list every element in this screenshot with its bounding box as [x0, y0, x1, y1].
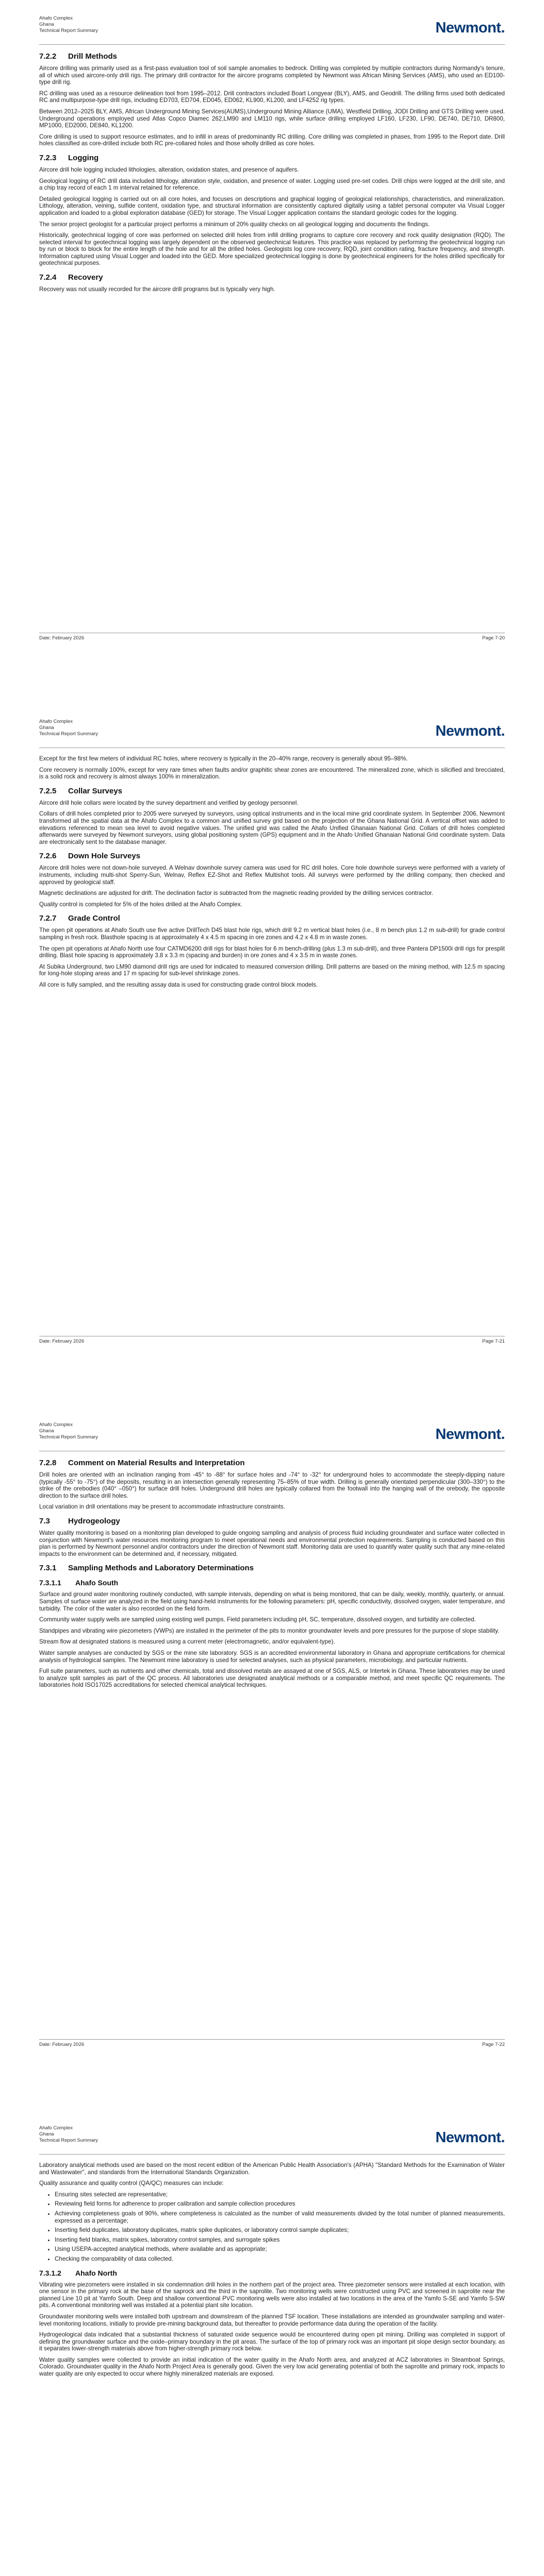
logo-text: Newmont.	[435, 20, 505, 36]
header-line1: Ahafo Complex	[39, 15, 73, 21]
logo-text: Newmont.	[435, 723, 505, 739]
bullet-list	[39, 2191, 505, 2263]
section-number: 7.2.6	[39, 852, 57, 861]
paragraph: Detailed geological logging is carried out on all core holes, and focuses on descriptions and graphical logging of geological relationships, characteristics, and mineralization. Lithology, alteration, veining, sulfide content, oxidation type, and structural information are consistently captured digitally using a tablet personal computer via Visual Logger application and loaded to a global exploration database (GED) for storage. The Visual Logger application contains the standard geologic codes for the logging.	[39, 195, 505, 216]
paragraph: Historically, geotechnical logging of core was performed on selected drill holes from infill drilling programs to capture core recovery and rock quality designation (RQD). The selected interval for geotechnical logging was largely dependent on the observed geotechnical features. This practice was replaced by performing the geotechnical logging run by run or block to block for the entire length of the hole and for all the drilled holes. Geologists log core recovery, RQD, joint condition rating, fracture frequency, and strength. Information captured using Visual Logger and loaded into the GED. More specialized geotechnical logging is done by geotechnical engineers for the holes drilled specifically for geotechnical purposes.	[39, 232, 505, 267]
paragraph: Standpipes and vibrating wire piezometers (VWPs) are installed in the perimeter of the pits to monitor groundwater levels and pore pressures for the purpose of slope stability.	[39, 1627, 500, 1634]
paragraph: Quality assurance and quality control (QA/QC) measures can include:	[39, 2180, 224, 2187]
section-heading	[39, 1517, 505, 1526]
list-item: • Inserting field blanks, matrix spikes, laboratory control samples, and surrogate spikes	[55, 2236, 505, 2244]
header-line2: Ghana	[39, 2131, 54, 2137]
section-title: Grade Control	[68, 914, 120, 923]
paragraph: Aircore drilling was primarily used as a first-pass evaluation tool of soil sample anomalies to bedrock. Drilling was completed by multiple contractors during Normandy's tenure, all of which used aircore-only drill rigs. The primary drill contractor for the aircore programs completed by Newmont was African Mining Services (AMS), who used an ED100-type drill rig.	[39, 65, 505, 86]
section-heading	[39, 1579, 505, 1587]
page-number: Page 7-22	[482, 2042, 505, 2047]
paragraph: Except for the first few meters of individual RC holes, where recovery is typically in the 20–40% range, recovery is generally about 95–98%.	[39, 755, 408, 762]
section-heading	[39, 154, 505, 162]
paragraph: Magnetic declinations are adjusted for drift. The declination factor is subtracted from the magnetic reading provided by the drilling services contractor.	[39, 890, 434, 897]
logo-text: Newmont.	[435, 2129, 505, 2146]
header-line3: Technical Report Summary	[39, 28, 98, 33]
report-page	[0, 1406, 544, 2110]
header-line2: Ghana	[39, 22, 54, 27]
header-rule	[39, 2154, 505, 2155]
list-item: • Achieving completeness goals of 90%, where completeness is calculated as the number of valid measurements divided by the total number of planned measurements, expressed as a percentage;	[55, 2210, 505, 2224]
section-number: 7.2.3	[39, 153, 57, 162]
list-item: • Using USEPA-accepted analytical methods, where available and as appropriate;	[55, 2246, 505, 2253]
section-number: 7.3.1.2	[39, 2268, 61, 2277]
section-heading	[39, 852, 505, 860]
header-line3: Technical Report Summary	[39, 1434, 98, 1440]
list-item: • Ensuring sites selected are representative;	[55, 2191, 505, 2198]
page-header	[39, 15, 505, 44]
paragraph: Aircore drill hole logging included lithologies, alteration, oxidation states, and presence of aquifers.	[39, 166, 299, 173]
section-title: Ahafo North	[75, 2268, 117, 2277]
page-footer	[39, 633, 505, 641]
newmont-logo	[435, 2129, 505, 2146]
footer-date: Date: February 2026	[39, 635, 85, 641]
newmont-logo	[435, 723, 505, 740]
section-number: 7.3	[39, 1516, 50, 1526]
paragraph: Aircore drill holes were not down-hole surveyed. A Welnav downhole survey camera was used for RC drill holes. Core hole downhole surveys were performed with a variety of instruments, including multi-shot Sperry-Sun, Welnav, Reflex EZ-Shot and Reflex Multishot tools. All surveys were performed by the drilling company, then checked and approved by geological staff.	[39, 865, 505, 886]
section-number: 7.2.7	[39, 914, 57, 923]
section-title: Drill Methods	[68, 52, 118, 61]
header-line3: Technical Report Summary	[39, 2138, 98, 2143]
list-item: • Inserting field duplicates, laboratory duplicates, matrix spike duplicates, or laboratory control sample duplicates;	[55, 2227, 505, 2234]
paragraph: The open pit operations at Ahafo North use four CATMD6200 drill rigs for blast holes for 6 m bench-drilling (plus 1.3 m sub-drill), and three Pantera DP1500i drill rigs for presplit drilling. Blast hole spacing is approximately 3.8 x 3.3 m (spacing and burden) in ore zones and 4 x 3.5 m in waste zones.	[39, 945, 505, 959]
page-number: Page 7-21	[482, 1338, 505, 1344]
logo-text: Newmont.	[435, 1426, 505, 1443]
section-number: 7.3.1	[39, 1564, 57, 1573]
header-line1: Ahafo Complex	[39, 719, 73, 724]
page-header	[39, 719, 505, 748]
paragraph: Between 2012–2025 BLY, AMS, African Underground Mining Services(AUMS),Underground Mining Alliance (UMA), Westfield Drilling, JODI Drilling and GTS Drilling were used. Underground operations employed used Atlas Copco Diamec 262,LM90 and LM110 rigs, while surface drilling employed LF160, LF230, LF90, DE740, DE710, DR800, MP1000, ED2000, DE840, KL1200.	[39, 108, 505, 129]
report-page	[0, 703, 544, 1406]
page-header	[39, 1422, 505, 1451]
paragraph: Surface and ground water monitoring routinely conducted, with sample intervals, depending on what is being monitored, that can be daily, weekly, monthly, quarterly, or annual. Samples of surface water are analyzed in the field using hand-held instruments for the following parameters: pH, specific conductivity, dissolved oxygen, water temperature, and turbidity. The color of the water is also recorded on the field form.	[39, 1591, 505, 1612]
paragraph: Core recovery is normally 100%, except for very rare times when faults and/or graphitic shear zones are encountered. The mineralized zone, which is silicified and brecciated, is a solid rock and recovery is almost always 100% in mineralization.	[39, 766, 505, 781]
paragraph: Collars of drill holes completed prior to 2005 were surveyed by surveyors, using optical instruments and in the local mine grid coordinate system. In September 2006, Newmont transformed all the spatial data at the Ahafo Complex to a common and unified survey grid based on the projection of the Ghana National Grid. A vertical offset was added to elevations referenced to mean sea level to avoid negative values. The unified grid was called the Ahafo Unified Ghanaian National Grid. Collars of drill holes completed afterwards were surveyed by Newmont surveyors, using global positioning system (GPS) equipment and in the Ahafo Unified Ghanaian National Grid coordinate system. Data are electronically sent to the database manager.	[39, 810, 505, 845]
page-footer	[39, 2039, 505, 2047]
paragraph: Stream flow at designated stations is measured using a current meter (electromagnetic, and/or equivalent-type).	[39, 1638, 335, 1646]
section-heading	[39, 914, 505, 923]
section-number: 7.2.2	[39, 52, 57, 61]
paragraph: The open pit operations at Ahafo South use five active DrillTech D45 blast hole rigs, which drill 9.2 m vertical blast holes (i.e., 8 m bench plus 1.2 m sub-drill) for grade control sampling in fresh rock. Blasthole spacing is at approximately 4 x 4.5 m spacing in ore zones and 4.2 x 4.8 m in waste zones.	[39, 927, 505, 941]
paragraph: Local variation in drill orientations may be present to accommodate infrastructure constraints.	[39, 1503, 285, 1511]
section-heading	[39, 2269, 505, 2277]
footer-date: Date: February 2026	[39, 2042, 85, 2047]
section-heading	[39, 787, 505, 795]
paragraph: Core drilling is used to support resource estimates, and to infill in areas of predominantly RC drilling. Core drilling was completed in phases, from 1995 to the Report date. Drill holes classified as core-drilled include both RC pre-collared holes and those wholly drilled as core holes.	[39, 133, 505, 147]
paragraph: At Subika Underground, two LM90 diamond drill rigs are used for indicated to measured conversion drilling. Drill patterns are based on the mining method, with 12.5 m spacing for long-hole stoping areas and 17 m spacing for sub-level shrinkage zones.	[39, 963, 505, 977]
paragraph: Drill holes are oriented with an inclination ranging from -45° to -88° for surface holes and -74° to -32° for underground holes to accommodate the steeply-dipping nature (typically -55° to -75°) of the deposits, resulting in an intersection generally representing 75–85% of true width. Drilling is generally orientated perpendicular (300–330°) to the strike of the orebodies (040° –050°) for surface drill holes. Underground drill holes are typically collared from the footwall into the hanging wall of the orebody, the opposite direction to the surface drill holes.	[39, 1471, 505, 1499]
section-title: Collar Surveys	[68, 786, 123, 795]
section-heading	[39, 1459, 505, 1467]
paragraph: RC drilling was used as a resource delineation tool from 1995–2012. Drill contractors included Boart Longyear (BLY), AMS, and Geodrill. The drilling firms used both dedicated RC and multipurpose-type drill rigs, including ED703, ED704, ED045, ED062, KL900, KL200, and LF4252 rig types.	[39, 90, 505, 104]
section-title: Sampling Methods and Laboratory Determinations	[68, 1564, 254, 1573]
section-heading	[39, 273, 505, 282]
header-line1: Ahafo Complex	[39, 2125, 73, 2131]
paragraph: Recovery was not usually recorded for the aircore drill programs but is typically very high.	[39, 286, 275, 293]
page-footer	[39, 1336, 505, 1344]
section-title: Hydrogeology	[68, 1516, 120, 1526]
paragraph: Geological logging of RC drill data included lithology, alteration style, oxidation, and presence of water. Logging used pre-set codes. Drill chips were logged at the drill site, and a chip tray record of each 1 m interval retained for reference.	[39, 177, 505, 192]
paragraph: The senior project geologist for a particular project performs a minimum of 20% quality checks on all geological logging and documents the findings.	[39, 221, 430, 228]
paragraph: All core is fully sampled, and the resulting assay data is used for constructing grade control block models.	[39, 981, 318, 988]
header-line2: Ghana	[39, 1428, 54, 1434]
list-item: • Reviewing field forms for adherence to proper calibration and sample collection procedures	[55, 2200, 505, 2208]
section-number: 7.3.1.1	[39, 1579, 61, 1587]
header-line2: Ghana	[39, 725, 54, 731]
paragraph: Groundwater monitoring wells were installed both upstream and downstream of the planned TSF location. These installations are intended as groundwater sampling and water-level monitoring locations, initially to provide pre-mining background data, but thereafter to provide performance data during the operation of the facility.	[39, 2313, 505, 2327]
header-line1: Ahafo Complex	[39, 1422, 73, 1428]
list-item: • Checking the comparability of data collected.	[55, 2256, 505, 2263]
paragraph: Water quality samples were collected to provide an initial indication of the water quality in the Ahafo North area, and analyzed at ACZ laboratories in Steamboat Springs, Colorado. Groundwater quality in the Ahafo North Project Area is generally good. Given the very low acid generating potential of both the saprolite and primary rock, impacts to water quality are only expected to occur where highly mineralized materials are exposed.	[39, 2356, 505, 2378]
paragraph: Full suite parameters, such as nutrients and other chemicals, total and dissolved metals are assayed at one of SGS, ALS, or Intertek in Ghana. These laboratories may be used to analyze split samples as part of the QC process. All laboratories use designated analytical methods or a comparable method, and meet specific QC requirements. The laboratories hold ISO17025 accreditations for selected chemical analytical techniques.	[39, 1668, 505, 1689]
report-page	[0, 0, 544, 703]
paragraph: Water quality monitoring is based on a monitoring plan developed to guide ongoing sampling and analysis of process fluid including groundwater and surface water collected in conjunction with Newmont's water resources monitoring program to meet operational needs and environmental protection requirements. Sampling is conducted based on this plan is performed by Newmont personnel and/or contractors under the direction of Newmont staff. Monitoring data are used to quantify water quality such that any mine-related impacts to the environment can be determined and, if necessary, mitigated.	[39, 1529, 505, 1557]
paragraph: Water sample analyses are conducted by SGS or the mine site laboratory. SGS is an accredited environmental laboratory in Ghana and appropriate certifications for chemical analysis of hydrological samples. The Newmont mine laboratory is used for selected analyses, such as physical parameters, microbiology, and particular nutrients.	[39, 1649, 505, 1664]
page-header	[39, 2125, 505, 2154]
page-number: Page 7-20	[482, 635, 505, 641]
header-line3: Technical Report Summary	[39, 731, 98, 737]
section-number: 7.2.8	[39, 1459, 57, 1467]
paragraph: Laboratory analytical methods used are based on the most recent edition of the American Public Health Association's (APHA) "Standard Methods for the Examination of Water and Wastewater", and standards from the International Standards Organization.	[39, 2162, 505, 2176]
footer-date: Date: February 2026	[39, 1338, 85, 1344]
section-heading	[39, 1564, 505, 1572]
header-rule	[39, 44, 505, 45]
section-title: Down Hole Surveys	[68, 852, 141, 861]
section-heading	[39, 52, 505, 61]
paragraph: Quality control is completed for 5% of the holes drilled at the Ahafo Complex.	[39, 901, 242, 908]
paragraph: Aircore drill hole collars were located by the survey department and verified by geology personnel.	[39, 799, 299, 806]
section-title: Recovery	[68, 273, 103, 282]
section-number: 7.2.4	[39, 273, 57, 282]
report-page	[0, 2110, 544, 2576]
paragraph: Community water supply wells are sampled using existing well pumps. Field parameters including pH, SC, temperature, dissolved oxygen, and turbidity are collected.	[39, 1616, 476, 1623]
newmont-logo	[435, 20, 505, 37]
paragraph: Hydrogeological data indicated that a substantial thickness of saturated oxide sequence would be encountered during open pit mining. Drilling was completed in support of defining the groundwater surface and the oxide–primary boundary in the pit areas. The surface of the top of primary rock was an important pit slope design sector boundary, as it separates lower-strength materials above from higher-strength primary rock below.	[39, 2331, 505, 2352]
paragraph: Vibrating wire piezometers were installed in six condemnation drill holes in the northern part of the project area. Three piezometer sensors were installed at each location, with one sensor in the primary rock at the base of the saprock and the third in the saprolite. Two monitoring wells were constructed using PVC and screened in saprolite near the planned Line 10 pit at Yamfo South. Deep and shallow conventional PVC monitoring wells were also installed at two locations in the area of the Yamfo S-SE and Yamfo S-SW pits. A conventional monitoring well was installed at a potential plant site location.	[39, 2281, 505, 2309]
newmont-logo	[435, 1426, 505, 1443]
section-number: 7.2.5	[39, 786, 57, 795]
section-title: Ahafo South	[75, 1579, 119, 1587]
section-title: Logging	[68, 153, 99, 162]
section-title: Comment on Material Results and Interpretation	[68, 1459, 245, 1467]
